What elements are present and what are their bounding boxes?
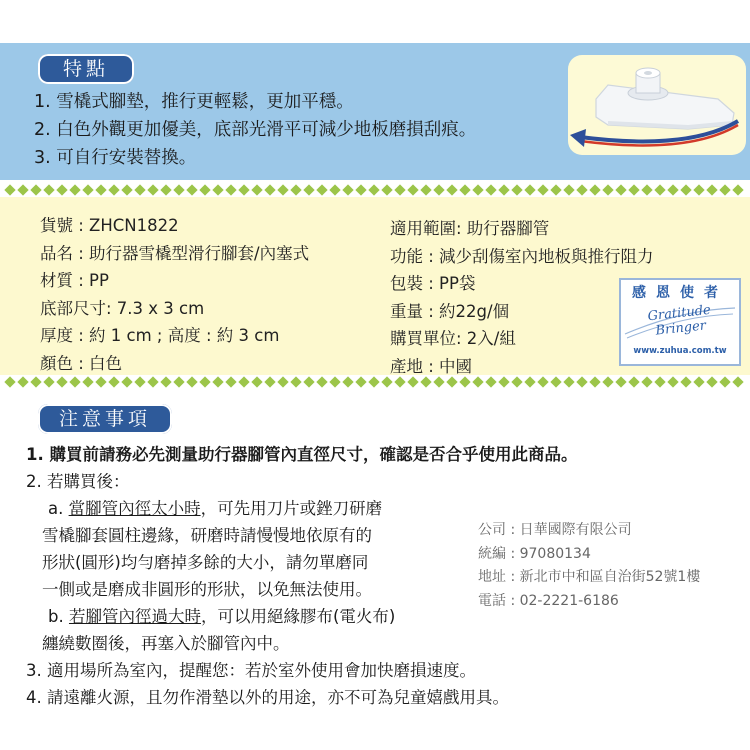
company-tax-id: 統編 : 97080134 (478, 545, 591, 562)
divider-diamond-icon (511, 376, 522, 387)
spec-item-unit: 購買單位: 2入/組 (390, 329, 516, 348)
divider-diamond-icon (420, 376, 431, 387)
company-phone: 電話 : 02-2221-6186 (478, 592, 619, 609)
divider-diamond-icon (355, 184, 366, 195)
divider-diamond-icon (719, 376, 730, 387)
feature-item-2: 2. 白色外觀更加優美，底部光滑平可減少地板磨損刮痕。 (34, 120, 477, 140)
divider-diamond-icon (342, 376, 353, 387)
divider-diamond-icon (576, 376, 587, 387)
divider-diamond-icon (550, 184, 561, 195)
spec-item-code: 貨號 : ZHCN1822 (40, 216, 179, 235)
note-item-2a-line3: 形狀(圓形)均勻磨掉多餘的大小，請勿單磨同 (42, 553, 369, 572)
divider-diamond-icon (43, 376, 54, 387)
divider-diamond-icon (407, 376, 418, 387)
divider-diamond-icon (342, 184, 353, 195)
spec-item-scope: 適用範圍: 助行器腳管 (390, 219, 550, 238)
divider-diamond-icon (368, 184, 379, 195)
spec-item-weight: 重量 : 約22g/個 (390, 301, 510, 321)
divider-diamond-icon (511, 184, 522, 195)
features-list (34, 88, 476, 172)
note-2b-underlined: 若腳管內徑過大時 (68, 607, 201, 626)
divider-diamond-icon (238, 376, 249, 387)
divider-diamond-icon (199, 184, 210, 195)
divider-diamond-icon (433, 184, 444, 195)
note-item-2: 2. 若購買後： (26, 472, 130, 491)
divider-diamond-icon (303, 376, 314, 387)
company-info (478, 519, 700, 613)
divider-diamond-icon (524, 376, 535, 387)
divider-diamond-icon (251, 376, 262, 387)
divider-diamond-icon (173, 376, 184, 387)
divider-diamond-icon (212, 376, 223, 387)
feature-item-3: 3. 可自行安裝替換。 (34, 148, 197, 168)
spec-item-thickness: 厚度 : 約 1 cm ; 高度 : 約 3 cm (40, 326, 280, 345)
divider-diamond-icon (303, 184, 314, 195)
divider-diamond-icon (459, 376, 470, 387)
divider-diamond-icon (563, 184, 574, 195)
note-2b-rest: ，可以用絕緣膠布(電火布) (200, 607, 396, 626)
divider-diamond-icon (4, 376, 15, 387)
divider-diamond-icon (537, 376, 548, 387)
divider-diamond-icon (641, 184, 652, 195)
divider-diamond-icon (589, 376, 600, 387)
divider-diamond-icon (225, 184, 236, 195)
divider-diamond-icon (290, 376, 301, 387)
divider-diamond-icon (732, 184, 743, 195)
divider-diamond-icon (680, 376, 691, 387)
divider-diamond-icon (615, 376, 626, 387)
note-item-4: 4. 請遠離火源，且勿作滑墊以外的用途，亦不可為兒童嬉戲用具。 (26, 688, 509, 707)
note-2b-prefix: b. (48, 607, 69, 626)
divider-diamond-icon (290, 184, 301, 195)
divider-diamond-icon (43, 184, 54, 195)
logo-title: 感恩使者 (632, 285, 728, 301)
divider-diamond-icon (628, 376, 639, 387)
company-name: 公司 : 日華國際有限公司 (478, 522, 632, 538)
divider-diamond-icon (654, 376, 665, 387)
divider-diamond-icon (498, 184, 509, 195)
divider-diamond-icon (706, 184, 717, 195)
divider-diamond-icon (264, 376, 275, 387)
logo-script: Gratitude Bringer (646, 302, 712, 339)
feature-item-1: 1. 雪橇式腳墊，推行更輕鬆，更加平穩。 (34, 92, 354, 112)
divider-diamond-icon (329, 184, 340, 195)
divider-diamond-icon (251, 184, 262, 195)
divider-diamond-icon (147, 184, 158, 195)
note-item-2a-line4: 一側或是磨成非圓形的形狀，以免無法使用。 (42, 580, 372, 599)
divider-diamond-icon (121, 184, 132, 195)
divider-diamond-icon (17, 184, 28, 195)
divider-diamond-icon (56, 376, 67, 387)
divider-diamond-icon (134, 184, 145, 195)
divider-diamond-icon (82, 376, 93, 387)
arrow-head-icon (570, 129, 586, 147)
divider-diamond-icon (264, 184, 275, 195)
divider-diamond-icon (615, 184, 626, 195)
divider-diamond-icon (160, 376, 171, 387)
divider-diamond-icon (186, 376, 197, 387)
divider-diamond-icon (82, 184, 93, 195)
divider-diamond-icon (95, 184, 106, 195)
divider-diamond-icon (563, 376, 574, 387)
divider-diamond-icon (654, 184, 665, 195)
product-image-panel (568, 55, 746, 155)
divider-diamond-icon (238, 184, 249, 195)
divider-diamond-icon (316, 376, 327, 387)
divider-diamond-icon (667, 184, 678, 195)
note-item-2a (26, 495, 578, 522)
note-item-2a-line2: 雪橇腳套圓柱邊緣，研磨時請慢慢地依原有的 (42, 526, 372, 545)
note-2a-rest: ，可先用刀片或銼刀研磨 (200, 499, 383, 518)
divider-diamond-icon (277, 184, 288, 195)
divider-diamond-icon (316, 184, 327, 195)
divider-diamond-icon (576, 184, 587, 195)
divider-diamond-icon (381, 376, 392, 387)
divider-diamond-icon (17, 376, 28, 387)
divider-diamond-icon (459, 184, 470, 195)
divider-diamond-icon (407, 184, 418, 195)
divider-diamond-icon (394, 376, 405, 387)
divider-diamond-icon (355, 376, 366, 387)
notes-heading: 注意事項 (38, 404, 172, 434)
divider-diamond-icon (56, 184, 67, 195)
divider-diamond-icon (225, 376, 236, 387)
divider-diamond-icon (641, 376, 652, 387)
divider-diamond-icon (108, 184, 119, 195)
spec-item-origin: 產地 : 中國 (390, 356, 473, 376)
divider-diamond-icon (589, 184, 600, 195)
divider-diamond-icon (121, 376, 132, 387)
divider-diamond-icon (30, 184, 41, 195)
divider-diamond-icon (173, 184, 184, 195)
divider-diamond-icon (485, 376, 496, 387)
divider-diamond-icon (472, 184, 483, 195)
divider-bottom (6, 378, 750, 388)
features-heading: 特點 (38, 54, 134, 84)
spec-left-list (40, 212, 309, 377)
spec-item-size: 底部尺寸: 7.3 x 3 cm (40, 298, 205, 318)
divider-diamond-icon (602, 184, 613, 195)
divider-diamond-icon (30, 376, 41, 387)
divider-diamond-icon (550, 376, 561, 387)
divider-diamond-icon (147, 376, 158, 387)
spec-item-function: 功能 : 減少刮傷室內地板與推行阻力 (390, 246, 654, 266)
divider-diamond-icon (706, 376, 717, 387)
product-image (568, 55, 746, 155)
divider-diamond-icon (732, 376, 743, 387)
logo-url: www.zuhua.com.tw (633, 346, 727, 356)
note-item-2b-line2: 纏繞數圈後，再塞入於腳管內中。 (42, 634, 290, 653)
divider-diamond-icon (4, 184, 15, 195)
divider-diamond-icon (134, 376, 145, 387)
divider-diamond-icon (628, 184, 639, 195)
spec-right-list (390, 215, 654, 380)
divider-diamond-icon (433, 376, 444, 387)
divider-diamond-icon (498, 376, 509, 387)
note-2a-prefix: a. (48, 499, 69, 518)
spec-item-name: 品名 : 助行器雪橇型滑行腳套/內塞式 (40, 243, 310, 263)
divider-diamond-icon (368, 376, 379, 387)
spec-item-material: 材質 : PP (40, 271, 109, 290)
divider-diamond-icon (199, 376, 210, 387)
plug-hole (644, 71, 652, 75)
divider-diamond-icon (693, 184, 704, 195)
divider-top (6, 186, 750, 196)
note-2a-underlined: 當腳管內徑太小時 (68, 499, 201, 518)
divider-diamond-icon (329, 376, 340, 387)
divider-diamond-icon (472, 376, 483, 387)
divider-diamond-icon (719, 184, 730, 195)
divider-diamond-icon (277, 376, 288, 387)
spec-item-color: 顏色 : 白色 (40, 353, 123, 373)
divider-diamond-icon (381, 184, 392, 195)
divider-diamond-icon (680, 184, 691, 195)
note-item-3: 3. 適用場所為室內，提醒您：若於室外使用會加快磨損速度。 (26, 661, 476, 680)
divider-diamond-icon (602, 376, 613, 387)
company-address: 地址 : 新北市中和區自治街52號1樓 (478, 569, 701, 585)
note-item-1: 1. 購買前請務必先測量助行器腳管內直徑尺寸，確認是否合乎使用此商品。 (26, 445, 578, 464)
divider-diamond-icon (537, 184, 548, 195)
divider-diamond-icon (446, 376, 457, 387)
divider-diamond-icon (667, 376, 678, 387)
divider-diamond-icon (95, 376, 106, 387)
divider-diamond-icon (160, 184, 171, 195)
divider-diamond-icon (212, 184, 223, 195)
brand-logo (619, 278, 741, 366)
divider-diamond-icon (186, 184, 197, 195)
divider-diamond-icon (524, 184, 535, 195)
divider-diamond-icon (69, 376, 80, 387)
divider-diamond-icon (693, 376, 704, 387)
divider-diamond-icon (394, 184, 405, 195)
divider-diamond-icon (69, 184, 80, 195)
divider-diamond-icon (420, 184, 431, 195)
divider-diamond-icon (108, 376, 119, 387)
spec-item-package: 包裝 : PP袋 (390, 274, 476, 293)
divider-diamond-icon (446, 184, 457, 195)
divider-diamond-icon (485, 184, 496, 195)
